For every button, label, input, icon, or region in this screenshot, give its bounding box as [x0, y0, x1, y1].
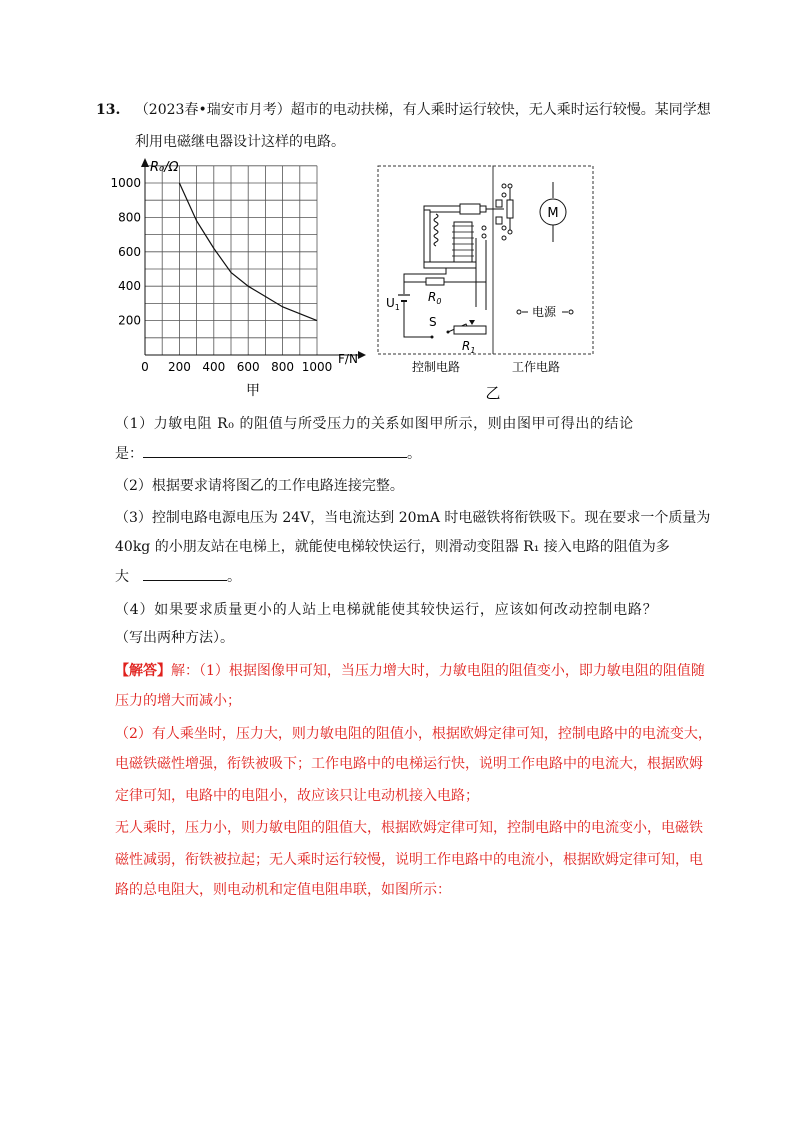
fixed-resistor-terminal-top: [508, 184, 512, 188]
graph-axes: [141, 158, 366, 359]
spring-icon: [434, 214, 438, 246]
relay-contacts: [486, 184, 513, 240]
graph-ticks: [110, 176, 332, 374]
switch-s: [447, 331, 450, 334]
answer-line-4: 电磁铁磁性增强，衔铁被吸下；工作电路中的电梯运行快，说明工作电路中的电流大，根据欧姆: [115, 756, 703, 772]
armature-block: [460, 204, 480, 214]
power-terminal-left: [517, 310, 521, 314]
q3-line3: 大 。: [115, 566, 241, 587]
caption-yi: 乙: [485, 384, 501, 402]
x-tick-label: 800: [271, 360, 295, 374]
x-tick-label: 600: [236, 360, 260, 374]
work-circuit-box: [493, 166, 593, 354]
relay-frame-post: [424, 210, 430, 268]
question-header: [96, 100, 711, 120]
x-tick-label: 0: [141, 360, 149, 374]
rheostat-slider: [469, 320, 475, 325]
answer-line-7: 磁性减弱，衔铁被拉起；无人乘时运行较慢，说明工作电路中的电流小，根据欧姆定律可知，电: [115, 852, 703, 868]
resistor-r0: [426, 278, 444, 285]
fixed-resistor: [507, 200, 513, 218]
contact-terminal-4: [502, 236, 506, 240]
s-label: S: [429, 315, 437, 329]
caption-work: 工作电路: [511, 360, 561, 374]
contact-terminal-2: [502, 193, 506, 197]
relay-base: [424, 262, 476, 268]
figure-jia-graph: [100, 155, 380, 405]
y-tick-label: 800: [118, 210, 141, 225]
graph-grid: [145, 166, 317, 355]
upper-contact: [496, 200, 502, 207]
answer-tag: 【解答】: [115, 663, 171, 679]
x-tick-label: 1000: [301, 360, 333, 374]
question-text-line1: 超市的电动扶梯，有人乘时运行较快，无人乘时运行较慢。某同学想: [290, 102, 711, 118]
r0-label: $R_0$: [428, 290, 442, 306]
x-axis-label: F/N: [338, 352, 358, 366]
q1-line1: （1）力敏电阻 R₀ 的阻值与所受压力的关系如图甲所示，则由图甲可得出的结论: [115, 416, 634, 432]
rheostat-r1: [454, 326, 486, 334]
q3-line1: （3）控制电路电源电压为 24V，当电流达到 20mA 时电磁铁将衔铁吸下。现在要求一个质量为: [115, 510, 711, 526]
lower-contact: [496, 217, 502, 224]
y-tick-label: 1000: [110, 176, 141, 190]
x-tick-label: 200: [167, 360, 191, 374]
r1-label: $R_1$: [462, 339, 476, 355]
contact-terminal-3: [502, 226, 506, 230]
motor-label: M: [547, 206, 559, 221]
y-axis-label: R₀/Ω: [150, 160, 179, 175]
y-tick-label: 400: [118, 279, 141, 294]
answer-line-5: 定律可知，电路中的电阻小，故应该只让电动机接入电路；: [115, 788, 479, 804]
caption-control: 控制电路: [411, 360, 461, 374]
terminal-a: [482, 226, 486, 230]
y-tick-label: 600: [118, 244, 141, 259]
power-label: 电源: [531, 305, 557, 319]
question-source: （2023春•瑞安市月考）: [134, 102, 291, 118]
x-tick-label: 400: [202, 360, 226, 374]
question-number: 13.: [96, 102, 121, 118]
answer-line-3: （2）有人乘坐时，压力大，则力敏电阻的阻值小，根据欧姆定律可知，控制电路中的电流变大，: [115, 726, 712, 742]
q3-answer-blank[interactable]: [143, 566, 227, 581]
motor: [540, 182, 566, 242]
y-tick-label: 200: [118, 313, 141, 328]
contact-terminal-1: [502, 184, 506, 188]
power-terminal-right: [569, 310, 573, 314]
question-text-line2: 利用电磁继电器设计这样的电路。: [135, 134, 345, 150]
q1-line2: 是： 。: [115, 443, 421, 464]
answer-line-2: 压力的增大而减小；: [115, 693, 241, 709]
relay: [424, 204, 486, 268]
answer-line-8: 路的总电阻大，则电动机和定值电阻串联，如图所示：: [115, 882, 451, 898]
figure-yi-circuit: [376, 162, 598, 402]
terminal-b: [482, 234, 486, 238]
y-axis-arrow: [141, 158, 149, 167]
answer-line-1: 【解答】解：（1）根据图像甲可知，当压力增大时，力敏电阻的阻值变小，即力敏电阻的阻值随: [115, 663, 705, 679]
u1-label: $U_1$: [386, 296, 400, 312]
q4-line2: （写出两种方法）。: [115, 630, 234, 646]
q4-line1: （4）如果要求质量更小的人站上电梯就能使其较快运行，应该如何改动控制电路？: [115, 602, 658, 618]
q1-answer-blank[interactable]: [143, 443, 407, 458]
caption-jia: 甲: [246, 383, 260, 399]
x-axis-arrow: [358, 351, 366, 359]
q2-text: （2）根据要求请将图乙的工作电路连接完整。: [115, 478, 404, 494]
q3-line2: 40kg 的小朋友站在电梯上，就能使电梯较快运行，则滑动变阻器 R₁ 接入电路的阻值为多: [115, 539, 670, 555]
fixed-resistor-terminal-bottom: [508, 230, 512, 234]
answer-line-6: 无人乘时，压力小，则力敏电阻的阻值大，根据欧姆定律可知，控制电路中的电流变小，电磁铁: [115, 820, 703, 836]
